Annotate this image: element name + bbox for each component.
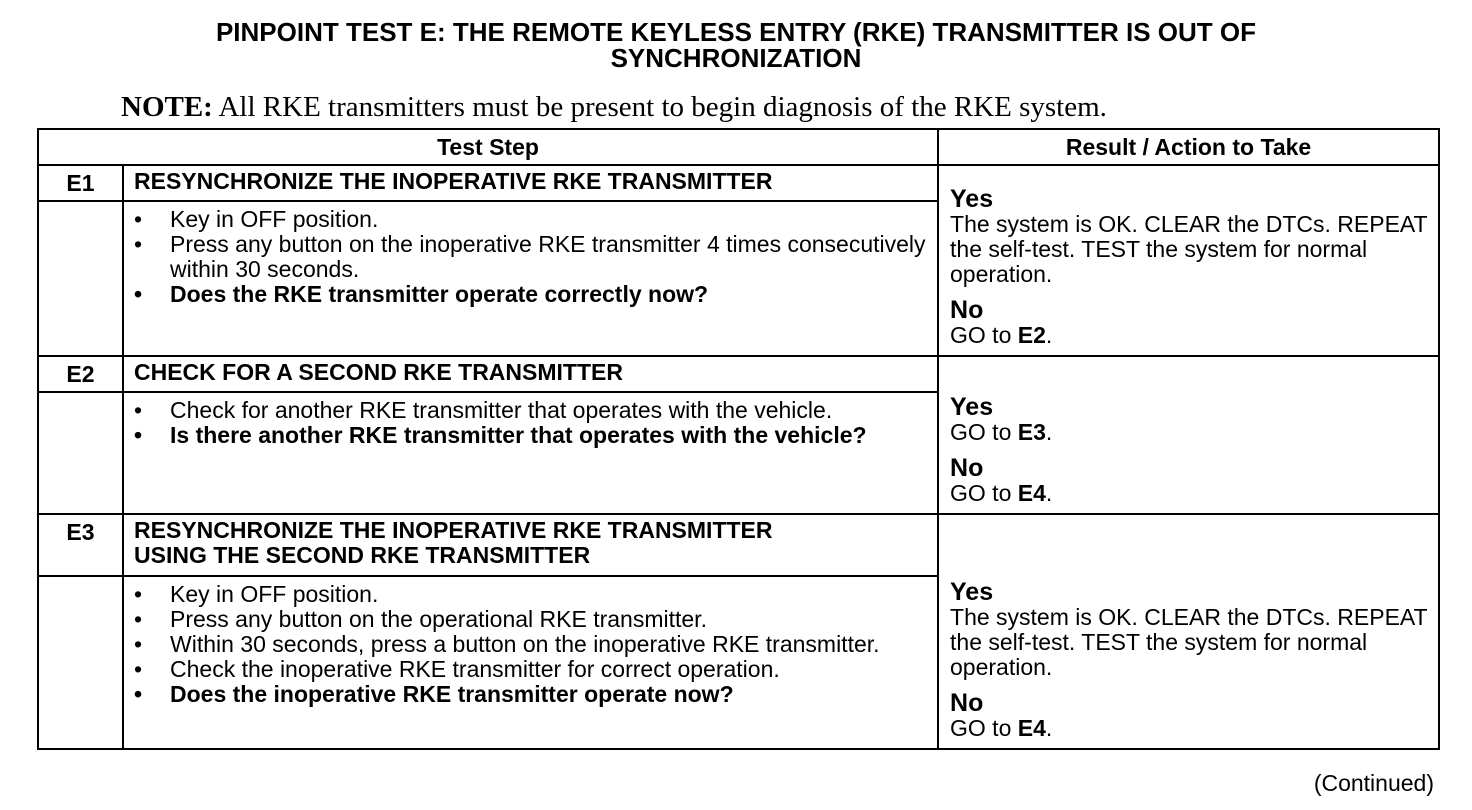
result-cell-e3 — [938, 514, 1439, 749]
no-label: No — [950, 296, 984, 324]
result-cell-e2 — [938, 356, 1439, 514]
bullet-question: • Is there another RKE transmitter that operates with the vehicle? — [134, 423, 927, 448]
step-e3-heading-row — [38, 514, 1439, 576]
step-e1-bullets — [134, 207, 927, 307]
no-action-text — [950, 323, 1428, 348]
period: . — [1045, 419, 1053, 445]
go-to-text: GO to — [950, 715, 1018, 741]
result-no-e1 — [950, 297, 1428, 348]
step-heading-e2-text: CHECK FOR A SECOND RKE TRANSMITTER — [134, 359, 623, 385]
bullet-item: • Key in OFF position. — [134, 207, 927, 232]
bullet-question: • Does the RKE transmitter operate correctly now? — [134, 282, 927, 307]
period: . — [1045, 480, 1053, 506]
no-action-text — [950, 481, 1428, 506]
page-title — [0, 19, 1472, 71]
step-e2-bullets — [134, 398, 927, 448]
pinpoint-test-table — [37, 128, 1440, 750]
step-reference: E4 — [1017, 480, 1046, 506]
bullet-item: • Press any button on the operational RKE transmitter. — [134, 607, 927, 632]
bullet-item: • Check the inoperative RKE transmitter for correct operation. — [134, 657, 927, 682]
step-id-e3: E3 — [38, 514, 123, 576]
step-e3-spacer — [38, 576, 123, 749]
no-label: No — [950, 454, 984, 482]
result-no-e3 — [950, 690, 1428, 741]
go-to-text: GO to — [950, 322, 1018, 348]
result-yes-e1 — [950, 186, 1428, 287]
continued-label: (Continued) — [1313, 770, 1434, 796]
step-body-e1 — [123, 201, 938, 356]
bullet-item: • Press any button on the inoperative RKE transmitter 4 times consecutively within 30 seconds. — [134, 232, 927, 282]
step-id-e2: E2 — [38, 356, 123, 392]
step-reference: E2 — [1017, 322, 1046, 348]
note-text: All RKE transmitters must be present to begin diagnosis of the RKE system. — [212, 91, 1107, 123]
step-e1-spacer — [38, 201, 123, 356]
note — [121, 90, 1107, 124]
bullet-item: • Within 30 seconds, press a button on the inoperative RKE transmitter. — [134, 632, 927, 657]
bullet-item: • Key in OFF position. — [134, 582, 927, 607]
note-label: NOTE: — [121, 91, 213, 123]
step-reference: E3 — [1017, 419, 1046, 445]
step-heading-e3-line-2: USING THE SECOND RKE TRANSMITTER — [134, 542, 591, 568]
step-e1-heading-row — [38, 165, 1439, 201]
result-yes-e2 — [950, 394, 1428, 445]
step-body-e2 — [123, 392, 938, 514]
column-header-result: Result / Action to Take — [938, 129, 1439, 165]
period: . — [1045, 715, 1053, 741]
step-heading-e3-line-1: RESYNCHRONIZE THE INOPERATIVE RKE TRANSMITTER — [134, 517, 773, 543]
header-row — [38, 129, 1439, 165]
go-to-text: GO to — [950, 419, 1018, 445]
yes-label: Yes — [950, 578, 994, 606]
title-line-1: PINPOINT TEST E: THE REMOTE KEYLESS ENTRY (RKE) TRANSMITTER IS OUT OF — [215, 17, 1257, 47]
yes-label: Yes — [950, 393, 994, 421]
yes-action-text — [950, 420, 1428, 445]
period: . — [1045, 322, 1053, 348]
go-to-text: GO to — [950, 480, 1018, 506]
bullet-item: • Check for another RKE transmitter that operates with the vehicle. — [134, 398, 927, 423]
title-line-2: SYNCHRONIZATION — [610, 43, 862, 73]
step-heading-e3 — [123, 514, 938, 576]
step-heading-e1-text: RESYNCHRONIZE THE INOPERATIVE RKE TRANSMITTER — [134, 168, 773, 194]
result-yes-e3 — [950, 579, 1428, 680]
step-e2-heading-row — [38, 356, 1439, 392]
step-heading-e1 — [123, 165, 938, 201]
step-body-e3 — [123, 576, 938, 749]
no-action-text — [950, 716, 1428, 741]
step-e3-bullets — [134, 582, 927, 707]
step-id-e1: E1 — [38, 165, 123, 201]
step-reference: E4 — [1017, 715, 1046, 741]
yes-action-text: The system is OK. CLEAR the DTCs. REPEAT the self-test. TEST the system for normal operation. — [950, 604, 1428, 680]
step-heading-e2 — [123, 356, 938, 392]
step-e2-spacer — [38, 392, 123, 514]
bullet-question: • Does the inoperative RKE transmitter operate now? — [134, 682, 927, 707]
no-label: No — [950, 689, 984, 717]
result-no-e2 — [950, 455, 1428, 506]
yes-label: Yes — [950, 185, 994, 213]
yes-action-text: The system is OK. CLEAR the DTCs. REPEAT the self-test. TEST the system for normal operation. — [950, 211, 1428, 287]
column-header-test-step: Test Step — [38, 129, 938, 165]
result-cell-e1 — [938, 165, 1439, 356]
